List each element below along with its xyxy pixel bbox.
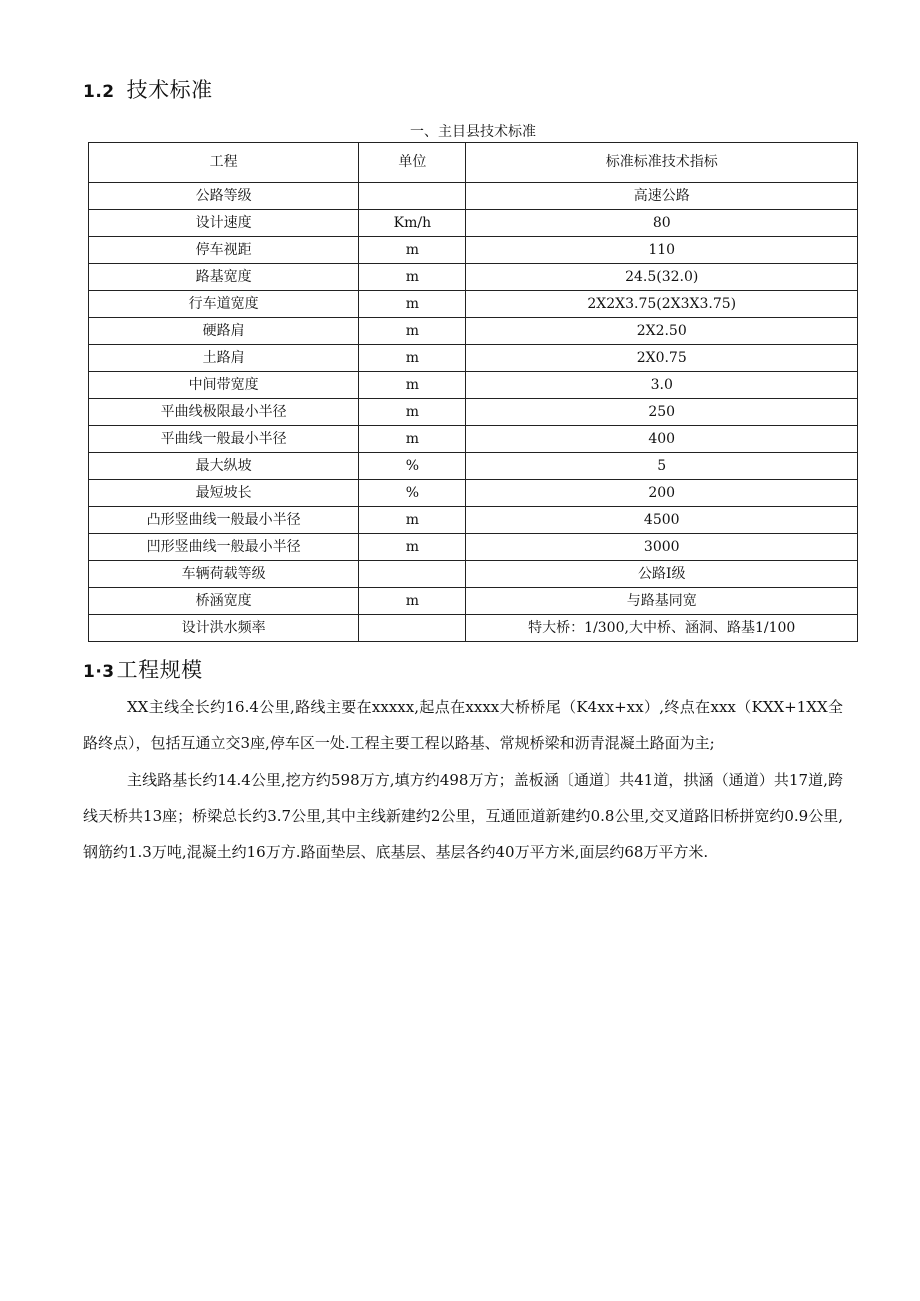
table-row (89, 507, 858, 534)
cell-value: 2X2X3.75(2X3X3.75) (466, 291, 858, 318)
table-row (89, 318, 858, 345)
cell-item: 设计速度 (89, 210, 359, 237)
cell-item: 平曲线极限最小半径 (89, 399, 359, 426)
technical-standards-table (88, 142, 858, 642)
cell-unit: m (359, 399, 466, 426)
cell-value: 2X2.50 (466, 318, 858, 345)
cell-unit: m (359, 372, 466, 399)
cell-unit: % (359, 453, 466, 480)
cell-value: 200 (466, 480, 858, 507)
section-heading-1-3 (83, 654, 203, 684)
table-row (89, 561, 858, 588)
cell-item: 公路等级 (89, 183, 359, 210)
cell-item: 凸形竖曲线一般最小半径 (89, 507, 359, 534)
header-unit: 单位 (359, 143, 466, 183)
table-row (89, 534, 858, 561)
table-row (89, 291, 858, 318)
cell-value: 250 (466, 399, 858, 426)
paragraph-overview: XX主线全长约16.4公里,路线主要在xxxxx,起点在xxxx大桥桥尾（K4xx+xx）,终点在xxx（KXX+1XX全路终点），包括互通立交3座,停车区一处.工程主要工程以路基、常规桥梁和沥青混凝土路面为主; (83, 698, 843, 752)
cell-item: 路基宽度 (89, 264, 359, 291)
cell-item: 最大纵坡 (89, 453, 359, 480)
cell-unit: m (359, 588, 466, 615)
cell-value: 2X0.75 (466, 345, 858, 372)
cell-unit (359, 561, 466, 588)
table-row (89, 183, 858, 210)
cell-item: 中间带宽度 (89, 372, 359, 399)
cell-unit (359, 183, 466, 210)
cell-value: 24.5(32.0) (466, 264, 858, 291)
table-row (89, 264, 858, 291)
header-item: 工程 (89, 143, 359, 183)
cell-value: 3000 (466, 534, 858, 561)
cell-value: 110 (466, 237, 858, 264)
cell-unit: m (359, 237, 466, 264)
table-row (89, 480, 858, 507)
table-row (89, 210, 858, 237)
table-row (89, 345, 858, 372)
cell-item: 设计洪水频率 (89, 615, 359, 642)
table-caption: 一、主目县技术标准 (410, 124, 536, 140)
cell-unit (359, 615, 466, 642)
table-header-row (89, 143, 858, 183)
cell-unit: m (359, 318, 466, 345)
section-title: 工程规模 (116, 658, 203, 682)
cell-value: 高速公路 (466, 183, 858, 210)
cell-item: 土路肩 (89, 345, 359, 372)
cell-value: 公路Ⅰ级 (466, 561, 858, 588)
cell-unit: % (359, 480, 466, 507)
table-row (89, 372, 858, 399)
cell-value: 特大桥：1/300,大中桥、涵洞、路基1/100 (466, 615, 858, 642)
cell-unit: m (359, 534, 466, 561)
header-value: 标准标准技术指标 (466, 143, 858, 183)
cell-unit: Km/h (359, 210, 466, 237)
cell-item: 车辆荷载等级 (89, 561, 359, 588)
section-heading-1-2 (83, 74, 213, 104)
cell-unit: m (359, 264, 466, 291)
paragraph-quantities: 主线路基长约14.4公里,挖方约598万方,填方约498万方；盖板涵〔通道〕共41道，拱涵（通道）共17道,跨线天桥共13座；桥梁总长约3.7公里,其中主线新建约2公里，互通匝道新建约0.8公里,交叉道路旧桥拼宽约0.9公里,钢筋约1.3万吨,混凝土约16万方.路面垫层、底基层、基层各约40万平方米,面层约68万平方米. (83, 771, 843, 861)
table-row (89, 453, 858, 480)
cell-value: 80 (466, 210, 858, 237)
cell-unit: m (359, 291, 466, 318)
cell-unit: m (359, 426, 466, 453)
cell-unit: m (359, 345, 466, 372)
cell-item: 行车道宽度 (89, 291, 359, 318)
section-number: 1.2 (83, 82, 115, 102)
cell-item: 最短坡长 (89, 480, 359, 507)
section-number: 1·3 (83, 662, 115, 682)
cell-value: 与路基同宽 (466, 588, 858, 615)
cell-item: 平曲线一般最小半径 (89, 426, 359, 453)
table-row (89, 399, 858, 426)
cell-value: 400 (466, 426, 858, 453)
cell-item: 硬路肩 (89, 318, 359, 345)
table-row (89, 426, 858, 453)
cell-item: 停车视距 (89, 237, 359, 264)
cell-item: 桥涵宽度 (89, 588, 359, 615)
table-row (89, 237, 858, 264)
cell-item: 凹形竖曲线一般最小半径 (89, 534, 359, 561)
cell-value: 4500 (466, 507, 858, 534)
table-row (89, 588, 858, 615)
cell-value: 3.0 (466, 372, 858, 399)
section-title: 技术标准 (126, 78, 213, 102)
cell-value: 5 (466, 453, 858, 480)
table-row (89, 615, 858, 642)
cell-unit: m (359, 507, 466, 534)
